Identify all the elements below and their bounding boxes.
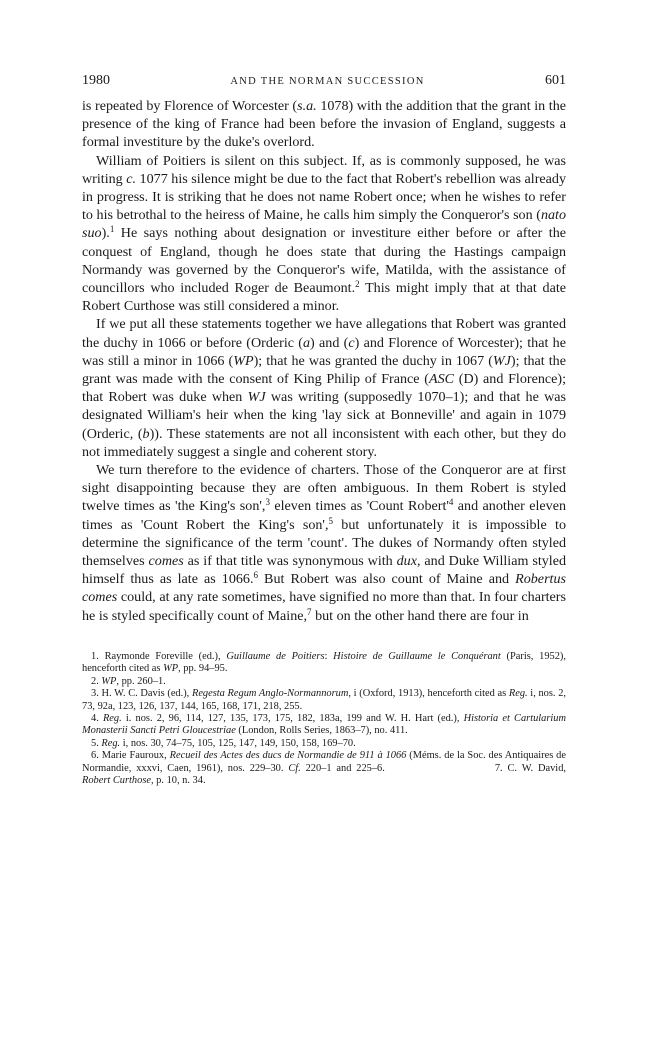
- footnote-ref-7: 7: [307, 606, 312, 617]
- footnote-7: 7. C. W. David, Robert Curthose, p. 10, n. 34.: [82, 762, 566, 786]
- paragraph-1: is repeated by Florence of Worcester (s.a. 1078) with the addition that the grant in the presence of the king of France had been before the invasion of England, suggests a formal investiture by the duke's overlord.: [82, 98, 567, 151]
- footnote-4: 4. Reg. i. nos. 2, 96, 114, 127, 135, 173, 175, 182, 183a, 199 and W. H. Hart (ed.), Historia et Cartularium Monasterii Sancti Petri Gloucestriae (London, Rolls Series, 1863–7), no. 411.: [82, 712, 567, 737]
- footnote-ref-6: 6: [253, 570, 258, 581]
- footnote-6: 6. Marie Fauroux, Recueil des Actes des ducs de Normandie de 911 à 1066 (Méms. de la Soc. des Antiquaires de Normandie, xxxvi, Caen, 1961), nos. 229–30. Cf. 220–1 and 225–6. 7. C. W. David, Robert Curthose, p. 10, n. 34.: [82, 750, 566, 786]
- running-head-title: AND THE NORMAN SUCCESSION: [230, 76, 425, 87]
- footnote-2: 2. WP, pp. 260–1.: [91, 675, 166, 687]
- footnote-ref-4: 4: [448, 497, 454, 508]
- page-number: 601: [544, 73, 566, 88]
- paragraph-4: We turn therefore to the evidence of charters. Those of the Conqueror are at first sight disappointing because they are often ambiguous. In them Robert is styled twelve times as 'the King's son',$^3$ eleven times as 'Count $Robert'^4$ and another eleven times as 'Count Robert the King's son',$^5$ but unfortunately it is impossible to determine the significance of the term 'count'. The dukes of Normandy often styled themselves comes as if that title was synonymous with dux, and Duke William styled himself thus as late as 1066.$^6$ But Robert was also count of Maine and Robertus comes could, at any rate sometimes, have signified no more than that. In four charters he is styled specifically count of Maine,$^7$ but on the other hand there are four in: [82, 462, 566, 624]
- footnote-ref-1: 1: [109, 224, 115, 235]
- footnote-ref-2: 2: [355, 279, 360, 290]
- footnotes: [82, 651, 566, 787]
- paragraph-2: William of Poitiers is silent on this subject. If, as is commonly supposed, he was writing c. 1077 his silence might be due to the fact that Robert's rebellion was already in progress. It is striking that he does not name Robert once; when he wishes to refer to his betrothal to the heiress of Maine, he calls him simply the Conqueror's son (nato suo).$^1$ He says nothing about designation or investiture either before or after the conquest of England, though he does state that during the Hastings campaign Normandy was governed by the Conqueror's wife, Matilda, with the assistance of councillors who included Roger de Beaumont.$^2$ This might imply that at that date Robert Curthose was still considered a minor.: [82, 152, 566, 315]
- running-head-year: 1980: [82, 73, 110, 88]
- footnote-1: 1. Raymonde Foreville (ed.), Guillaume de Poitiers: Histoire de Guillaume le Conquérant (Paris, 1952), henceforth cited as WP, pp. 94–95.: [82, 650, 566, 675]
- footnote-5: 5. Reg. i, nos. 30, 74–75, 105, 125, 147, 149, 150, 158, 169–70.: [91, 737, 356, 749]
- paragraph-3: If we put all these statements together we have allegations that Robert was granted the duchy in 1066 or before (Orderic (a) and (c) and Florence of Worcester); that he was still a minor in 1066 (WP); that he was granted the duchy in 1067 (WJ); that the grant was made with the consent of King Philip of France (ASC (D) and Florence); that Robert was duke when WJ was writing (supposedly 1070–1); and that he was designated William's heir when the king 'lay sick at Bonneville' and again in 1079 (Orderic, (b)). These statements are not all inconsistent with each other, but they do not immediately suggest a single and coherent story.: [82, 316, 567, 460]
- footnote-ref-3: 3: [265, 497, 270, 508]
- footnote-3: 3. H. W. C. Davis (ed.), Regesta Regum Anglo-Normannorum, i (Oxford, 1913), henceforth cited as Reg. i, nos. 2, 73, 92a, 123, 126, 137, 144, 165, 168, 171, 218, 255.: [82, 688, 566, 712]
- footnote-ref-5: 5: [328, 515, 333, 526]
- running-head: [82, 70, 566, 92]
- book-page: [82, 70, 566, 787]
- body-text: [82, 97, 566, 625]
